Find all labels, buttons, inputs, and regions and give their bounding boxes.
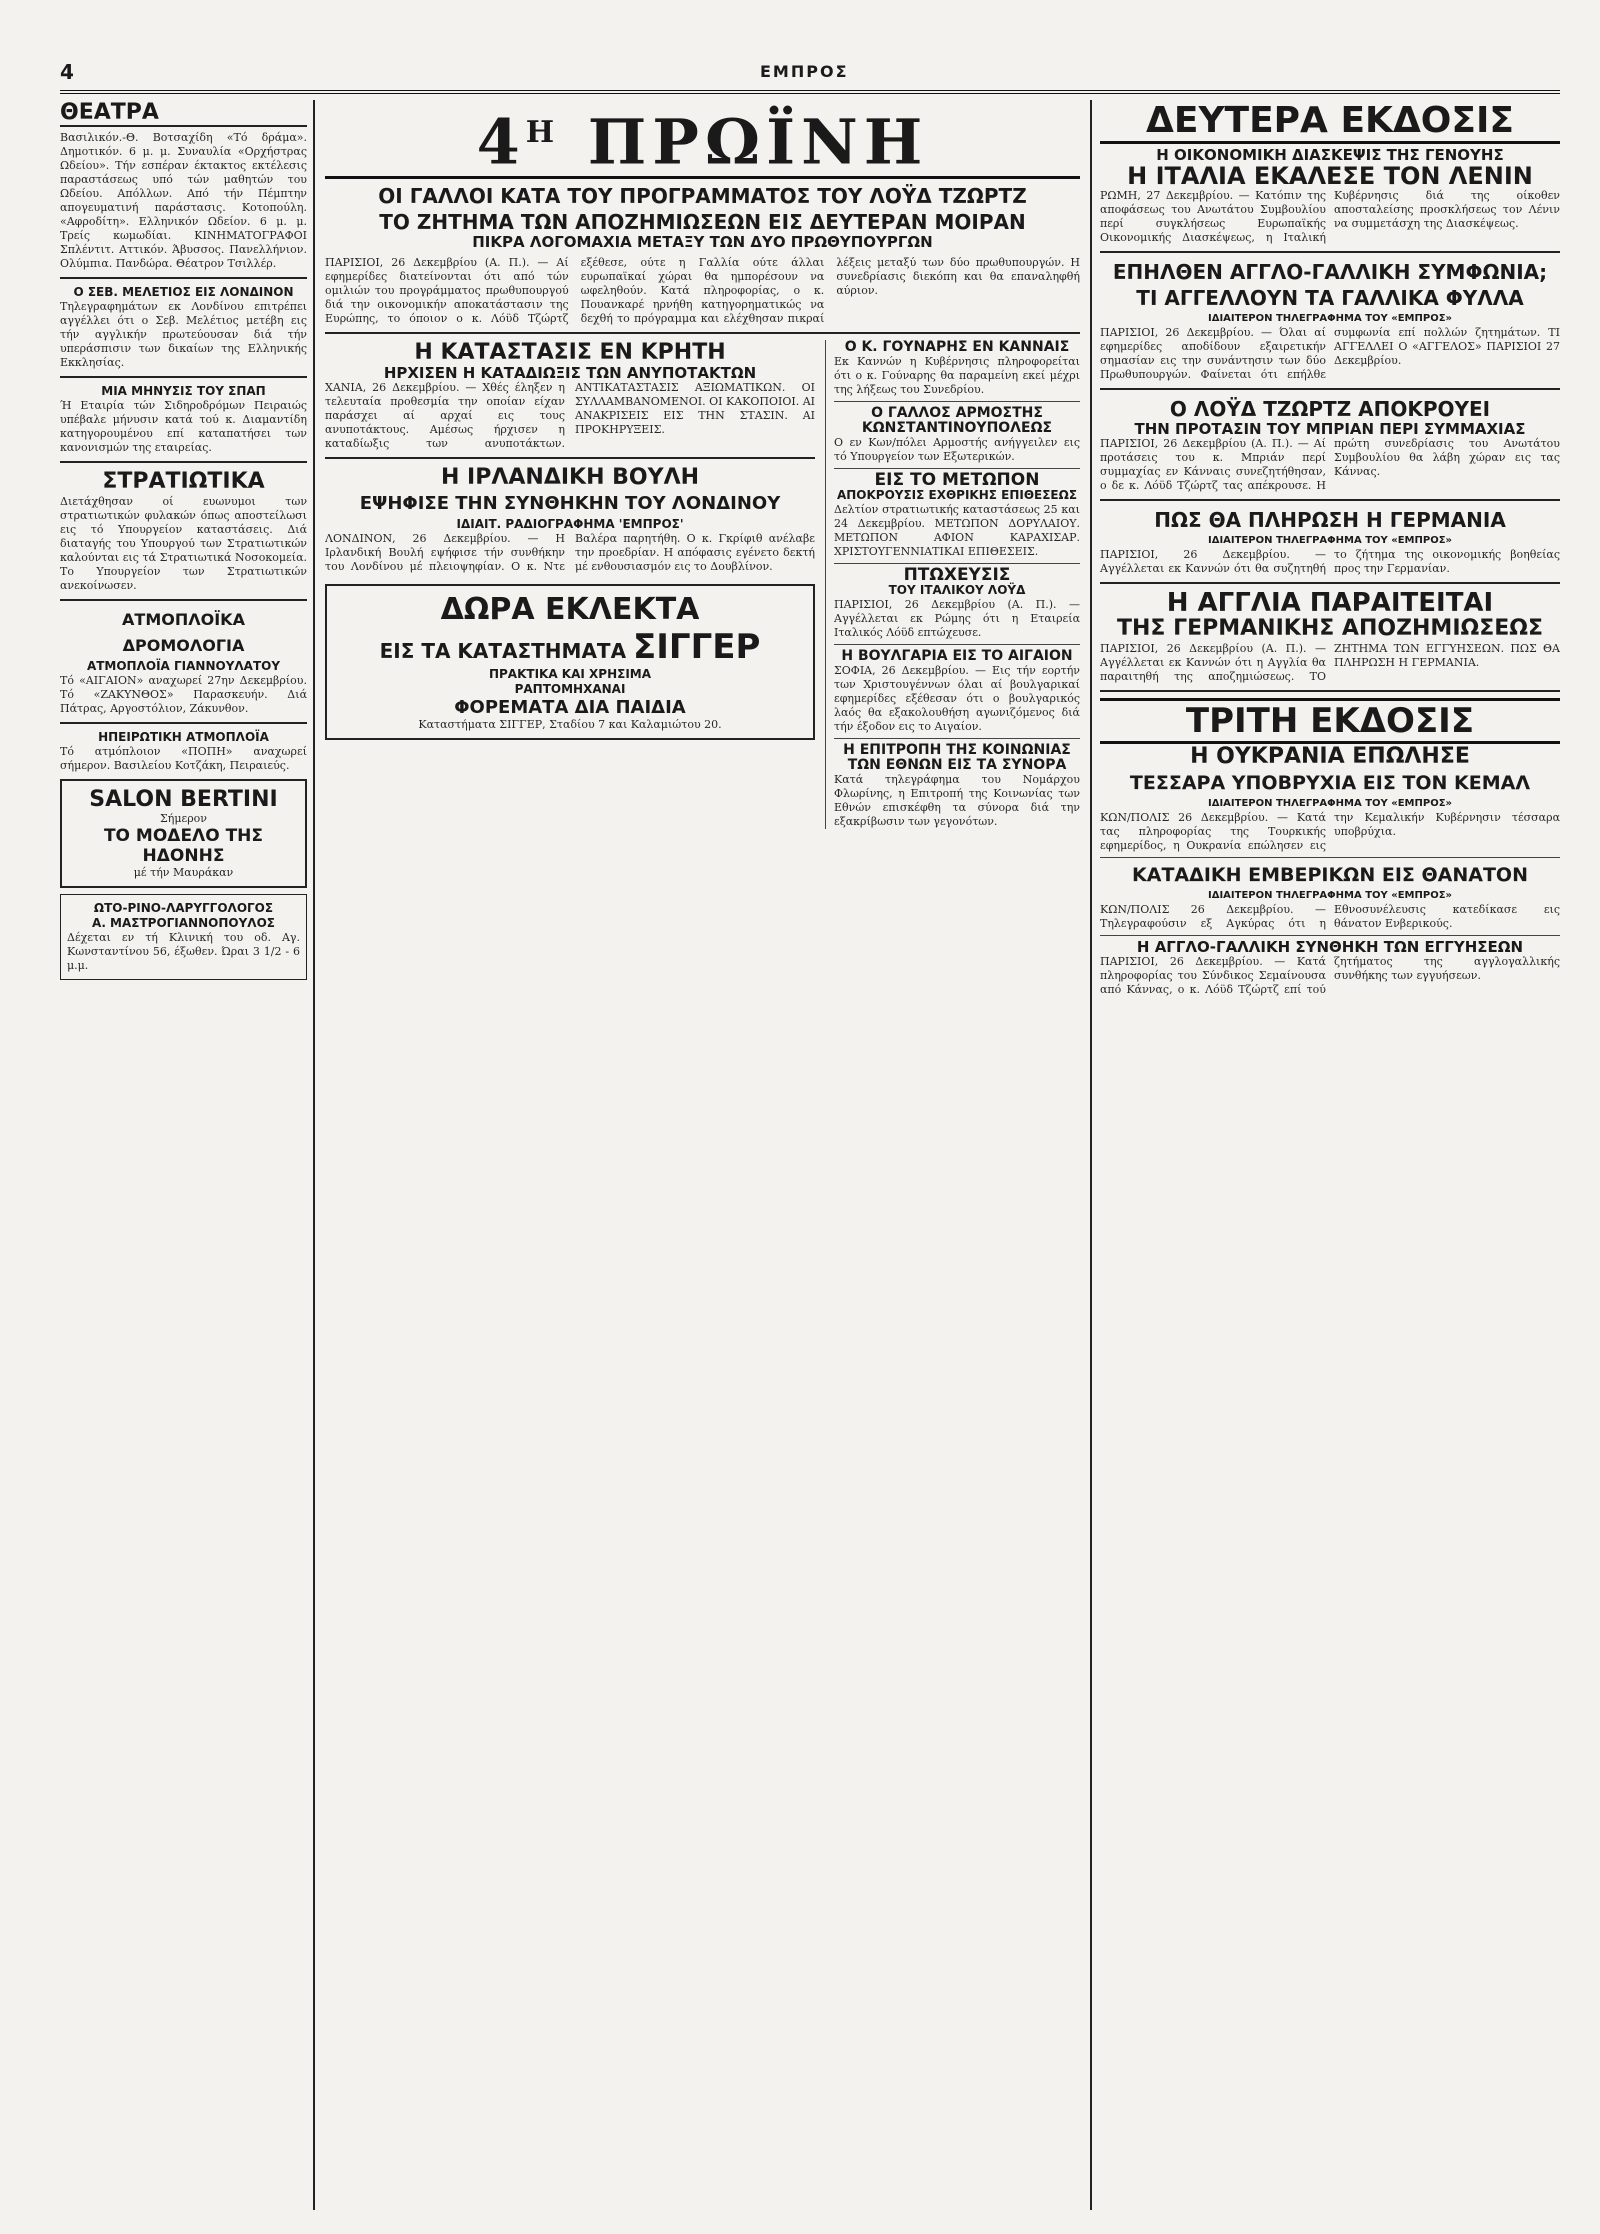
- theatre-title: ΘΕΑΤΡΑ: [60, 100, 307, 127]
- left-column: [60, 100, 315, 2210]
- crete-text: ΧΑΝΙΑ, 26 Δεκεμβρίου. — Χθές έληξεν η τελευταία προθεσμία την οποίαν είχαν παράσχει αί αρχαί εις τους ανυποτάκτους. Αμέσως ήρχισεν η καταδίωξις των ανυποτάκτων. ΑΝΤΙΚΑΤΑΣΤΑΣΙΣ ΑΞΙΩΜΑΤΙΚΩΝ. ΟΙ ΣΥΛΛΑΜΒΑΝΟΜΕΝΟΙ. ΟΙ ΚΑΚΟΠΟΙΟΙ. ΑΙ ΑΝΑΚΡΙΣΕΙΣ ΕΙΣ ΤΗΝ ΣΤΑΣΙΝ. ΑΙ ΠΡΟΚΗΡΥΞΕΙΣ.: [325, 380, 815, 450]
- lloyd-george-title: Ο ΛΟΫΔ ΤΖΩΡΤΖ ΑΠΟΚΡΟΥΕΙ: [1169, 397, 1491, 421]
- singer-brand: ΣΙΓΓΕΡ: [633, 626, 761, 667]
- ad-salon-star: μέ τήν Μαυράκαν: [133, 866, 234, 879]
- shipping-text: Τό «ΑΙΓΑΙΟΝ» αναχωρεί 27ην Δεκεμβρίου. Τό «ΖΑΚΥΝΘΟΣ» Παρασκευήν. Διά Πάτρας, Αργοστόλιον, Ζάκυνθον.: [60, 674, 307, 715]
- singer-title: ΔΩΡΑ ΕΚΛΕΚΤΑ: [440, 591, 700, 627]
- league-title: Η ΕΠΙΤΡΟΠΗ ΤΗΣ ΚΟΙΝΩΝΙΑΣ ΤΩΝ ΕΘΝΩΝ ΕΙΣ ΤΑ ΣΥΝΟΡΑ: [843, 741, 1071, 773]
- theatre-listing: Βασιλικόν.-Θ. Βοτσαχίδη «Τό δράμα». Δημοτικόν. 6 μ. μ. Συναυλία «Ορχήστρας Ωδείου». Τήν εσπέραν έκτακτος εκτέλεσις παραστάσεως υπό τών μαθητών του Ωδείου. Απόλλων. Από τήν Πέμπτην απογευματινή παράστασις. Κοτοπούλη. «Αφροδίτη». Ελληνικόν Ωδείον. 6 μ. μ. Τρείς κωμωδίαι. ΚΙΝΗΜΑΤΟΓΡΑΦΟΙ Σπλέντιτ. Αττικόν. Άβυσσος. Πανελλήνιον. Ολύμπια. Πανδώρα. Θέατρον Τσιλλέρ.: [60, 131, 307, 270]
- briand-text: ΠΑΡΙΣΙΟΙ, 26 Δεκεμβρίου (Α. Π.). — Αί προτάσεις του κ. Μπριάν περί συμμαχίας εν Κάνναις συνεζητήθησαν, ο δε κ. Λόϋδ Τζώρτζ τας απέκρουσε. Η πρώτη συνεδρίασις του Ανωτάτου Συμβουλίου θα λάβη χώραν εις τας Κάννας.: [1100, 437, 1560, 492]
- reparation-title: ΤΗΣ ΓΕΡΜΑΝΙΚΗΣ ΑΠΟΖΗΜΙΩΣΕΩΣ: [1116, 616, 1543, 641]
- page-number: 4: [60, 60, 74, 84]
- doctor-specialty: ΩΤΟ-ΡΙΝΟ-ΛΑΡΥΓΓΟΛΟΓΟΣ: [93, 901, 274, 915]
- military-text: Διετάχθησαν οί ευωνυμοι των στρατιωτικών φυλακών όπως αποστείλωσι εις τό Υπουργείον καταστάσεις. Διά διαταγής του Υπουργού των Στρατιωτικών καλούνται εις τά Στρατιωτικά Νοσοκομεία. Το Υπουργείον των Στρατιωτικών ανεκοίνωσεν.: [60, 495, 307, 592]
- shipping-title: ΑΤΜΟΠΛΟΪΚΑ ΔΡΟΜΟΛΟΓΙΑ: [122, 610, 245, 655]
- edition-name: ΠΡΩΪΝΗ: [587, 105, 929, 179]
- meletios-text: Τηλεγραφημάτων εκ Λονδίνου επιτρέπει αγγέλλει ότι ο Σεβ. Μελέτιος μετέβη εις τήν αγγλικήν πρωτεύουσαν διά τήν υπεράσπισιν των δικαίων της Ελληνικής Εκκλησίας.: [60, 300, 307, 369]
- death-sentence-title: ΚΑΤΑΔΙΚΗ ΕΜΒΕΡΙΚΩΝ ΕΙΣ ΘΑΝΑΤΟΝ: [1132, 864, 1528, 886]
- spap-text: Ή Εταιρία τών Σιδηροδρόμων Πειραιώς υπέβαλε μήνυσιν κατά τού κ. Διαμαντίδη κατηγορουμένου επί καταπατήσει των κανονισμών της εταιρείας.: [60, 399, 307, 454]
- newspaper-page: [60, 60, 1560, 2210]
- guarantees-title: Η ΑΓΓΛΟ-ΓΑΛΛΙΚΗ ΣΥΝΘΗΚΗ ΤΩΝ ΕΓΓΥΗΣΕΩΝ: [1136, 938, 1524, 956]
- commissioner-title: Ο ΓΑΛΛΟΣ ΑΡΜΟΣΤΗΣ ΚΩΝΣΤΑΝΤΙΝΟΥΠΟΛΕΩΣ: [861, 404, 1053, 436]
- special-telegram-2: ΙΔΙΑΙΤΕΡΟΝ ΤΗΛΕΓΡΑΦΗΜΑ ΤΟΥ «ΕΜΠΡΟΣ»: [1208, 535, 1452, 546]
- edition-suffix: Η: [525, 115, 561, 150]
- singer-ad: [325, 584, 815, 740]
- second-edition-title: ΔΕΥΤΕΡΑ ΕΚΔΟΣΙΣ: [1100, 100, 1560, 144]
- bankruptcy-title: ΠΤΩΧΕΥΣΙΣ: [903, 564, 1011, 585]
- singer-address: Καταστήματα ΣΙΓΓΕΡ, Σταδίου 7 και Καλαμιώτου 20.: [418, 717, 722, 731]
- special-telegram-4: ΙΔΙΑΙΤΕΡΟΝ ΤΗΛΕΓΡΑΦΗΜΑ ΤΟΥ «ΕΜΠΡΟΣ»: [1208, 890, 1452, 901]
- top-bar: [60, 60, 1560, 94]
- submarines-title: ΤΕΣΣΑΡΑ ΥΠΟΒΡΥΧΙΑ ΕΙΣ ΤΟΝ ΚΕΜΑΛ: [1129, 772, 1531, 794]
- irish-title: Η ΙΡΛΑΝΔΙΚΗ ΒΟΥΛΗ: [440, 464, 700, 490]
- lead-article: ΠΑΡΙΣΙΟΙ, 26 Δεκεμβρίου (Α. Π.). — Αί εφημερίδες διατείνονται ότι από τών ομιλιών του προγράμματος πρωθυπουργού διά την οικονομικήν αποκατάστασιν της Ευρώπης, το όποιον ο κ. Λόϋδ Τζώρτζ εξέθεσε, ούτε η Γαλλία ούτε άλλαι ευρωπαϊκαί χώραι θα ημπορέσουν να ωφεληθούν. Κατά πληροφορίας, ο κ. Πουανκαρέ ηρνήθη κατηγορηματικώς να δεχθή το πρόγραμμα και ελέχθησαν πικραί λέξεις μεταξύ των δύο πρωθυπουργών. Η συνεδρίασις διεκόπη και θα επαναληφθή αύριον.: [325, 255, 1080, 325]
- front-sub: ΑΠΟΚΡΟΥΣΙΣ ΕΧΘΡΙΚΗΣ ΕΠΙΘΕΣΕΩΣ: [836, 487, 1078, 502]
- meletios-title: Ο ΣΕΒ. ΜΕΛΕΤΙΟΣ ΕΙΣ ΛΟΝΔΙΝΟΝ: [73, 285, 294, 299]
- ad-salon-today: Σήμερον: [160, 812, 207, 825]
- agreement-text: ΠΑΡΙΣΙΟΙ, 26 Δεκεμβρίου. — Όλαι αί εφημερίδες αποδίδουν εξαιρετικήν σημασίαν εις την συνάντησιν των δύο Πρωθυπουργών. Φαίνεται ότι επήλθε συμφωνία επί πολλών ζητημάτων. ΤΙ ΑΓΓΕΛΛΕΙ Ο «ΑΓΓΕΛΟΣ» ΠΑΡΙΣΙΟΙ 27 Δεκεμβρίου.: [1100, 326, 1560, 381]
- england-text: ΠΑΡΙΣΙΟΙ, 26 Δεκεμβρίου (Α. Π.). — Αγγέλλεται εκ Καννών ότι η Αγγλία θα παραιτηθή της αποζημιώσεως. ΤΟ ΖΗΤΗΜΑ ΤΩΝ ΕΓΓΥΗΣΕΩΝ. ΠΩΣ ΘΑ ΠΛΗΡΩΣΗ Η ΓΕΡΜΑΝΙΑ.: [1100, 642, 1560, 683]
- agreement-title: ΕΠΗΛΘΕΝ ΑΓΓΛΟ-ΓΑΛΛΙΚΗ ΣΥΜΦΩΝΙΑ;: [1112, 260, 1548, 284]
- edition-title: [325, 100, 1080, 179]
- briand-proposal-title: ΤΗΝ ΠΡΟΤΑΣΙΝ ΤΟΥ ΜΠΡΙΑΝ ΠΕΡΙ ΣΥΜΜΑΧΙΑΣ: [1134, 420, 1526, 438]
- spap-title: ΜΙΑ ΜΗΝΥΣΙΣ ΤΟΥ ΣΠΑΠ: [101, 384, 266, 398]
- crete-sub: ΗΡΧΙΣΕΝ Η ΚΑΤΑΔΙΩΞΙΣ ΤΩΝ ΑΝΥΠΟΤΑΚΤΩΝ: [383, 363, 757, 382]
- headline-dispute: ΠΙΚΡΑ ΛΟΓΟΜΑΧΙΑ ΜΕΤΑΞΥ ΤΩΝ ΔΥΟ ΠΡΩΘΥΠΟΥΡΓΩΝ: [472, 232, 933, 251]
- irish-text: ΛΟΝΔΙΝΟΝ, 26 Δεκεμβρίου. — Η Ιρλανδική Βουλή εψήφισε τήν συνθήκην του Λονδίνου μέ πλειοψηφίαν. Ο κ. Ντε Βαλέρα παρητήθη. Ο κ. Γκρίφιθ ανέλαβε την προεδρίαν. Η απόφασις εγένετο δεκτή μέ ενθουσιασμόν εις το Δουβλίνον.: [325, 531, 815, 573]
- irish-sub: ΕΨΗΦΙΣΕ ΤΗΝ ΣΥΝΘΗΚΗΝ ΤΟΥ ΛΟΝΔΙΝΟΥ: [359, 492, 781, 514]
- epirus-text: Τό ατμόπλοιον «ΠΟΠΗ» αναχωρεί σήμερον. Βασιλείου Κοτζάκη, Πειραιεύς.: [60, 745, 307, 772]
- military-title: ΣΤΡΑΤΙΩΤΙΚΑ: [102, 469, 265, 494]
- bankruptcy-sub: ΤΟΥ ΙΤΑΛΙΚΟΥ ΛΟΫΔ: [888, 582, 1026, 597]
- front-text: Δελτίον στρατιωτικής καταστάσεως 25 και 24 Δεκεμβρίου. ΜΕΤΩΠΟΝ ΔΟΡΥΛΑΙΟΥ. ΜΕΤΩΠΟΝ ΑΦΙΟΝ ΚΑΡΑΧΙΣΑΡ. ΧΡΙΣΤΟΥΓΕΝΝΙΑΤΙΚΑΙ ΕΠΙΘΕΣΕΙΣ.: [834, 502, 1080, 558]
- ad-salon-film: ΤΟ ΜΟΔΕΛΟ ΤΗΣ ΗΔΟΝΗΣ: [103, 826, 264, 866]
- main-right-block: [825, 340, 1080, 829]
- crete-title: Η ΚΑΤΑΣΤΑΣΙΣ ΕΝ ΚΡΗΤΗ: [414, 339, 726, 365]
- singer-stores: [333, 627, 807, 667]
- germany-pay-text: ΠΑΡΙΣΙΟΙ, 26 Δεκεμβρίου. — Αγγέλλεται εκ Καννών ότι θα συζητηθή το ζήτημα της οικονομικής βοηθείας προς την Γερμανίαν.: [1100, 548, 1560, 575]
- doctor-text: Δέχεται εν τή Κλινική του οδ. Αγ. Κωνσταντίνου 56, έξωθεν. Ώραι 3 1/2 - 6 μ.μ.: [67, 931, 300, 972]
- gounaris-title: Ο Κ. ΓΟΥΝΑΡΗΣ ΕΝ ΚΑΝΝΑΙΣ: [844, 338, 1070, 355]
- singer-line4: ΦΟΡΕΜΑΤΑ ΔΙΑ ΠΑΙΔΙΑ: [454, 696, 686, 718]
- singer-line1: ΕΙΣ ΤΑ ΚΑΤΑΣΤΗΜΑΤΑ: [379, 638, 627, 663]
- england-title: Η ΑΓΓΛΙΑ ΠΑΡΑΙΤΕΙΤΑΙ: [1166, 588, 1494, 618]
- front-title: ΕΙΣ ΤΟ ΜΕΤΩΠΟΝ: [874, 469, 1040, 490]
- germany-pay-title: ΠΩΣ ΘΑ ΠΛΗΡΩΣΗ Η ΓΕΡΜΑΝΙΑ: [1154, 508, 1506, 532]
- main-column: [325, 100, 1080, 2210]
- lenin-title: Η ΙΤΑΛΙΑ ΕΚΑΛΕΣΕ ΤΟΝ ΛΕΝΙΝ: [1127, 162, 1533, 190]
- irish-sub2: ΙΔΙΑΙΤ. ΡΑΔΙΟΓΡΑΦΗΜΑ 'ΕΜΠΡΟΣ': [456, 516, 684, 531]
- bankruptcy-text: ΠΑΡΙΣΙΟΙ, 26 Δεκεμβρίου (Α. Π.). — Αγγέλλεται εκ Ρώμης ότι η Εταιρεία Ιταλικός Λόϋδ επτώχευσε.: [834, 597, 1080, 639]
- ukraine-title: Η ΟΥΚΡΑΝΙΑ ΕΠΩΛΗΣΕ: [1190, 744, 1470, 769]
- ukraine-text: ΚΩΝ/ΠΟΛΙΣ 26 Δεκεμβρίου. — Κατά τας πληροφορίας της Τουρκικής εφημερίδος, η Ουκρανία επώλησεν εις την Κεμαλικήν Κυβέρνησιν τέσσαρα υποβρύχια.: [1100, 811, 1560, 852]
- right-column: [1090, 100, 1560, 2210]
- special-telegram-1: ΙΔΙΑΙΤΕΡΟΝ ΤΗΛΕΓΡΑΦΗΜΑ ΤΟΥ «ΕΜΠΡΟΣ»: [1208, 313, 1452, 324]
- guarantees-text: ΠΑΡΙΣΙΟΙ, 26 Δεκεμβρίου. — Κατά πληροφορίας του Σύνδικος Σεμαίνουσα από Κάννας, ο κ. Λόϋδ Τζώρτζ επί τού ζητήματος της αγγλογαλλικής συνθήκης των εγγυήσεων.: [1100, 955, 1560, 996]
- death-sentence-text: ΚΩΝ/ΠΟΛΙΣ 26 Δεκεμβρίου. — Τηλεγραφούσιν εξ Αγκύρας ότι η Εθνοσυνέλευσις κατεδίκασε εις θάνατον Ενβερικούς.: [1100, 903, 1560, 930]
- headline-french: ΟΙ ΓΑΛΛΟΙ ΚΑΤΑ ΤΟΥ ΠΡΟΓΡΑΜΜΑΤΟΣ ΤΟΥ ΛΟΫΔ ΤΖΩΡΤΖ: [378, 183, 1027, 208]
- shipping-sub: ΑΤΜΟΠΛΟΪΑ ΓΙΑΝΝΟΥΛΑΤΟΥ: [86, 659, 281, 673]
- bulgaria-title: Η ΒΟΥΛΓΑΡΙΑ ΕΙΣ ΤΟ ΑΙΓΑΙΟΝ: [841, 647, 1073, 664]
- doctor-name: Α. ΜΑΣΤΡΟΓΙΑΝΝΟΠΟΥΛΟΣ: [92, 916, 275, 930]
- third-edition-title: ΤΡΙΤΗ ΕΚΔΟΣΙΣ: [1100, 698, 1560, 744]
- singer-line2: ΠΡΑΚΤΙΚΑ ΚΑΙ ΧΡΗΣΙΜΑ: [488, 666, 652, 681]
- gounaris-text: Εκ Καννών η Κυβέρνησις πληροφορείται ότι ο κ. Γούναρης θα παραμείνη εκεί μέχρι της λήξεως του Συνεδρίου.: [834, 354, 1080, 396]
- ad-salon-name: SALON BERTINI: [89, 787, 278, 812]
- doctor-ad: [60, 894, 307, 980]
- genoa-title: Η ΟΙΚΟΝΟΜΙΚΗ ΔΙΑΣΚΕΨΙΣ ΤΗΣ ΓΕΝΟΥΗΣ: [1156, 146, 1504, 164]
- edition-number: 4: [476, 105, 526, 179]
- league-text: Κατά τηλεγράφημα του Νομάρχου Φλωρίνης, η Επιτροπή της Κοινωνίας των Εθνών επισκέφθη τα σύνορα διά την εξακρίβωσιν των γεγονότων.: [834, 772, 1080, 828]
- special-telegram-3: ΙΔΙΑΙΤΕΡΟΝ ΤΗΛΕΓΡΑΦΗΜΑ ΤΟΥ «ΕΜΠΡΟΣ»: [1208, 798, 1452, 809]
- salon-bertini-ad: [60, 779, 307, 888]
- headline-reparations: ΤΟ ΖΗΤΗΜΑ ΤΩΝ ΑΠΟΖΗΜΙΩΣΕΩΝ ΕΙΣ ΔΕΥΤΕΡΑΝ ΜΟΙΡΑΝ: [379, 209, 1026, 234]
- main-left-block: [325, 340, 815, 829]
- commissioner-text: Ο εν Κων/πόλει Αρμοστής ανήγγειλεν εις τό Υπουργείον των Εξωτερικών.: [834, 435, 1080, 463]
- lenin-text: ΡΩΜΗ, 27 Δεκεμβρίου. — Κατόπιν της αποφάσεως του Ανωτάτου Συμβουλίου περί συγκλήσεως Ευρωπαϊκής Οικονομικής Διασκέψεως, η Ιταλική Κυβέρνησις διά της οίκοθεν αποσταλείσης προσκλήσεως τον Λένιν να συμμετάσχη της Διασκέψεως.: [1100, 189, 1560, 244]
- masthead: ΕΜΠΡΟΣ: [760, 62, 849, 81]
- bulgaria-text: ΣΟΦΙΑ, 26 Δεκεμβρίου. — Εις τήν εορτήν των Χριστουγέννων όλαι αί βουλγαρικαί εφημερίδες εξέθεσαν ότι ο βουλγαρικός λαός θα εξακολουθήση αγωνιζόμενος διά τήν έξοδον εις το Αιγαίον.: [834, 663, 1080, 733]
- singer-line3: ΡΑΠΤΟΜΗΧΑΝΑΙ: [514, 681, 626, 696]
- french-papers-title: ΤΙ ΑΓΓΕΛΛΟΥΝ ΤΑ ΓΑΛΛΙΚΑ ΦΥΛΛΑ: [1136, 286, 1524, 310]
- epirus-title: ΗΠΕΙΡΩΤΙΚΗ ΑΤΜΟΠΛΟΪΑ: [98, 730, 269, 744]
